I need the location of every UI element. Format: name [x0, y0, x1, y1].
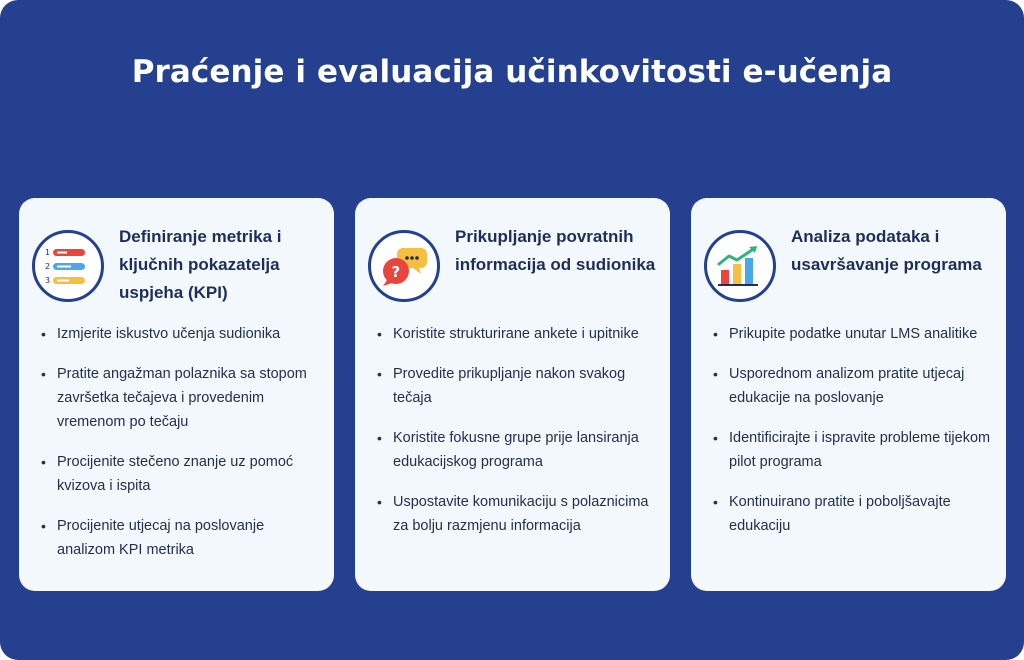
- svg-text:3: 3: [45, 276, 51, 285]
- svg-text:2: 2: [45, 262, 51, 271]
- bullet-item: • Izmjerite iskustvo učenja sudionika: [41, 322, 321, 346]
- bullet-item: • Provedite prikupljanje nakon svakog tečaja: [377, 362, 657, 410]
- card-title: Analiza podataka i usavršavanje programa: [791, 227, 982, 274]
- card-title: Definiranje metrika i ključnih pokazatelja uspjeha (KPI): [119, 227, 282, 302]
- bullet-item: • Koristite fokusne grupe prije lansiranja edukacijskog programa: [377, 426, 657, 474]
- bullet-item: • Usporednom analizom pratite utjecaj edukacije na poslovanje: [713, 362, 993, 410]
- bullet-list: [377, 322, 657, 554]
- svg-text:?: ?: [391, 263, 401, 281]
- bullet-item: • Procijenite stečeno znanje uz pomoć kvizova i ispita: [41, 450, 321, 498]
- bullet-item: • Identificirajte i ispravite probleme tijekom pilot programa: [713, 426, 993, 474]
- bullet-item: • Procijenite utjecaj na poslovanje analizom KPI metrika: [41, 514, 321, 562]
- bullet-list: [41, 322, 321, 578]
- kpi-list-icon: [32, 230, 104, 302]
- chat-bubbles-icon: [368, 230, 440, 302]
- card-feedback: [355, 198, 670, 591]
- bar-chart-growth-icon: [704, 230, 776, 302]
- bullet-item: • Uspostavite komunikaciju s polaznicima za bolju razmjenu informacija: [377, 490, 657, 538]
- card-kpi-metrics: [19, 198, 334, 591]
- bullet-item: • Prikupite podatke unutar LMS analitike: [713, 322, 993, 346]
- bullet-item: • Kontinuirano pratite i poboljšavajte edukaciju: [713, 490, 993, 538]
- bullet-list: [713, 322, 993, 554]
- bullet-item: • Koristite strukturirane ankete i upitnike: [377, 322, 657, 346]
- card-title: Prikupljanje povratnih informacija od sudionika: [455, 227, 656, 274]
- svg-text:1: 1: [45, 248, 51, 257]
- page-title: Praćenje i evaluacija učinkovitosti e-učenja: [131, 54, 893, 90]
- card-data-analysis: [691, 198, 1006, 591]
- bullet-item: • Pratite angažman polaznika sa stopom završetka tečajeva i provedenim vremenom po tečaju: [41, 362, 321, 434]
